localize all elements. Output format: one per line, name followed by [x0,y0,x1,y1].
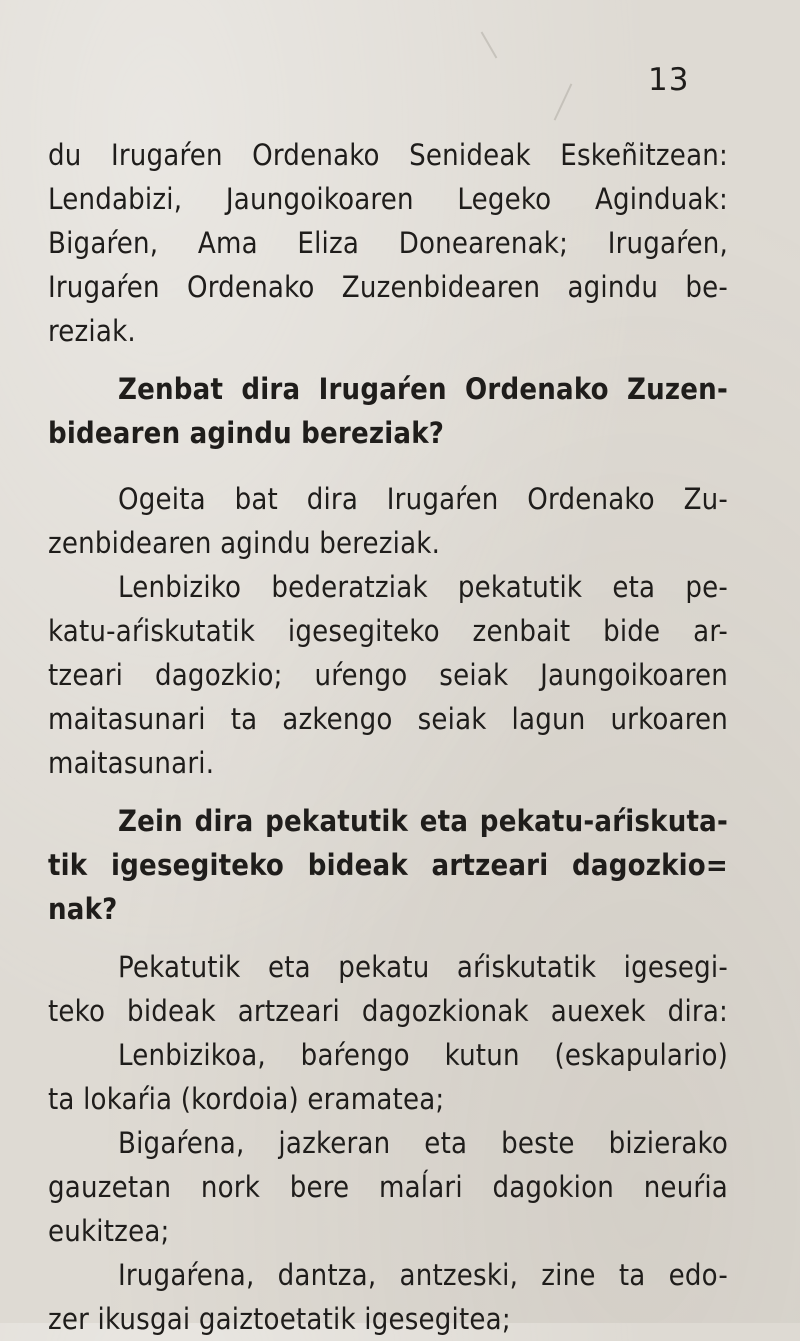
text-line: du Irugaŕen Ordenako Senideak Eskeñitzean: [48,138,728,172]
text-line: Lendabizi, Jaungoikoaren Legeko Aginduak: [48,182,728,216]
text-line: Ogeita bat dira Irugaŕen Ordenako Zu- [118,482,728,516]
question-line: Zenbat dira Irugaŕen Ordenako Zuzen- [118,372,728,406]
text-line: katu-aŕiskutatik igesegiteko zenbait bide ar- [48,614,728,648]
paper-mark [554,83,573,120]
text-line: teko bideak artzeari dagozkionak auexek dira: [48,994,728,1028]
text-line: maitasunari ta azkengo seiak lagun urkoaren [48,702,728,736]
text-line: Lenbiziko bederatziak pekatutik eta pe- [118,570,728,604]
text-line: Lenbizikoa, baŕengo kutun (eskapulario) [118,1038,728,1072]
text-line: maitasunari. [48,746,215,780]
question-line: tik igesegiteko bideak artzeari dagozkio= [48,848,728,882]
text-line: Bigaŕena, jazkeran eta beste bizierako [118,1126,728,1160]
page-number: 13 [648,62,690,98]
text-line: Irugaŕen Ordenako Zuzenbidearen agindu be- [48,270,728,304]
text-line: zer ikusgai gaiztoetatik igesegitea; [48,1302,511,1336]
text-line: Bigaŕen, Ama Eliza Donearenak; Irugaŕen, [48,226,728,260]
text-line: zenbidearen agindu bereziak. [48,526,441,560]
question-line: nak? [48,892,118,926]
text-line: tzeari dagozkio; uŕengo seiak Jaungoikoaren [48,658,728,692]
text-line: Irugaŕena, dantza, antzeski, zine ta edo- [118,1258,728,1292]
text-line: ta lokaŕia (kordoia) eramatea; [48,1082,445,1116]
question-line: Zein dira pekatutik eta pekatu-aŕiskuta- [118,804,728,838]
question-line: bidearen agindu bereziak? [48,416,445,450]
paper-mark [481,32,498,59]
text-line: reziak. [48,314,136,348]
text-line: eukitzea; [48,1214,170,1248]
text-line: Pekatutik eta pekatu aŕiskutatik igesegi- [118,950,728,984]
page-body [48,133,728,1341]
text-line: gauzetan nork bere maĺari dagokion neuŕia [48,1170,728,1204]
